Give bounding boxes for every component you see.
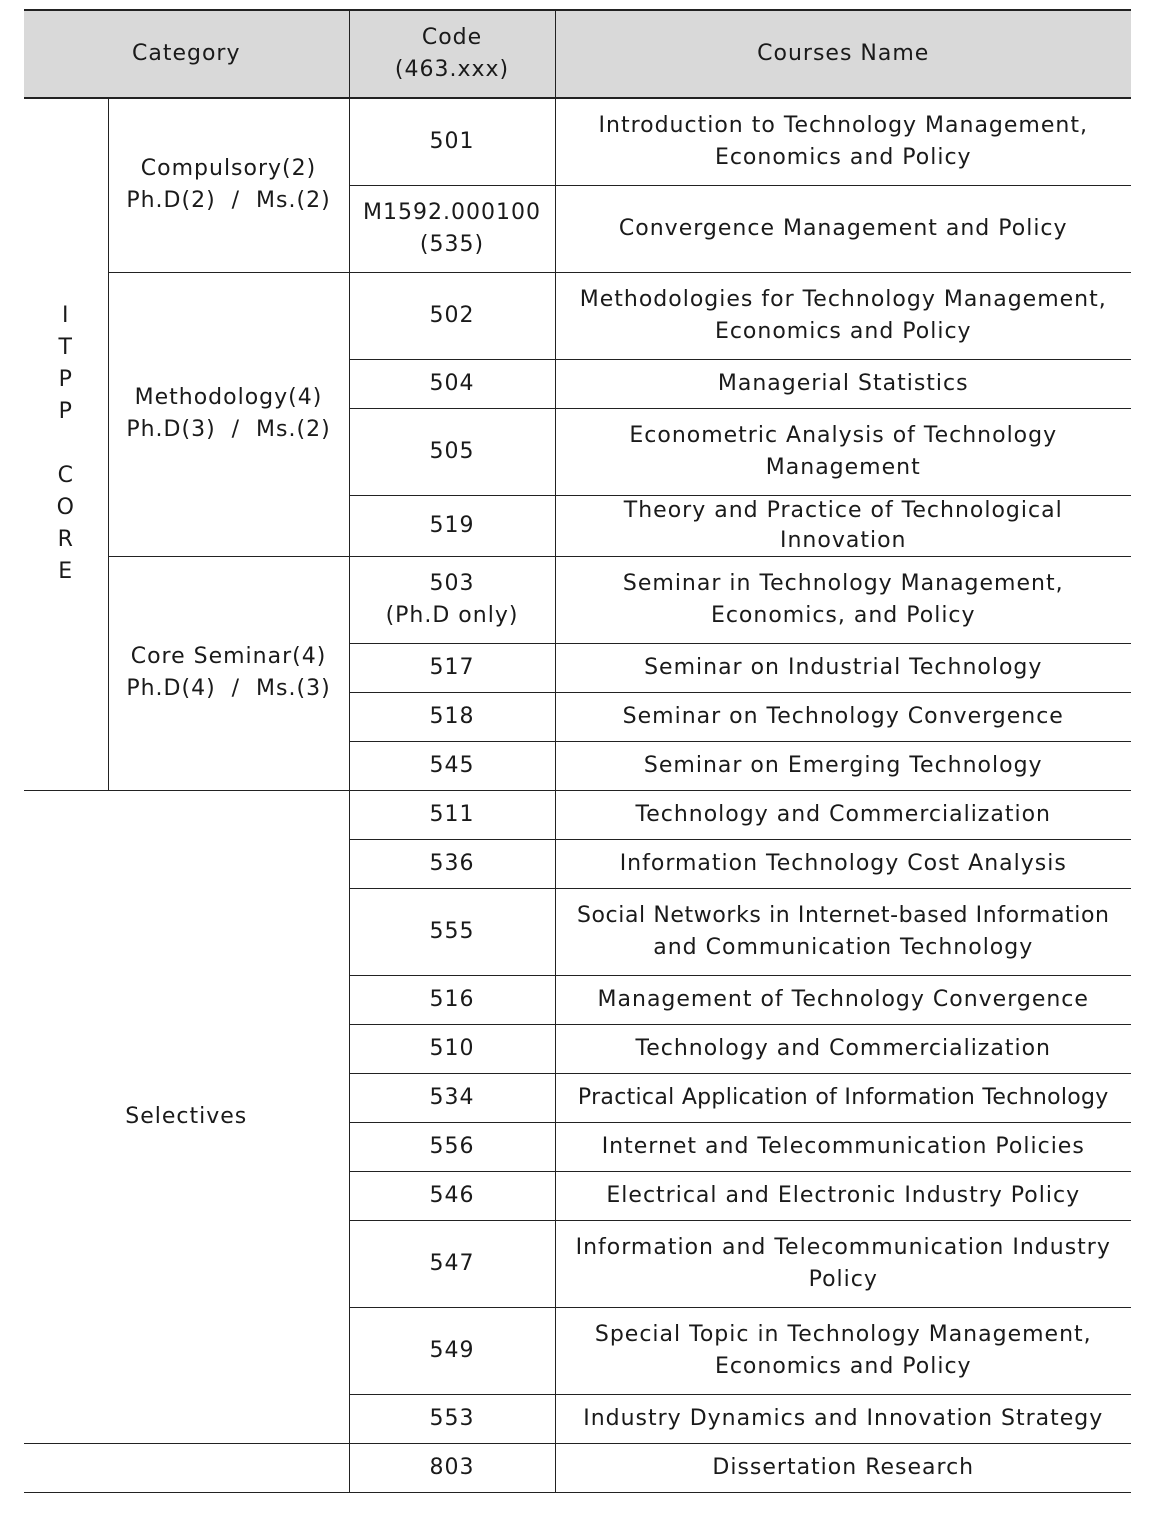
course-name: Dissertation Research [555,1443,1131,1492]
course-code: 546 [349,1171,555,1220]
table-row [24,1443,1131,1492]
course-code: 502 [349,272,555,359]
course-code: 534 [349,1073,555,1122]
course-name: Managerial Statistics [555,359,1131,408]
course-name: Seminar on Technology Convergence [555,692,1131,741]
itpp-core-label [24,98,108,790]
course-name-line2: and Communication Technology [653,934,1034,960]
table-row [24,556,1131,643]
course-code: 545 [349,741,555,790]
course-name: Electrical and Electronic Industry Policy [555,1171,1131,1220]
course-name-line1: Information and Telecommunication Industry [575,1234,1111,1260]
course-code: 510 [349,1024,555,1073]
course-code: 803 [349,1443,555,1492]
category-dissertation [24,1443,349,1492]
course-code: 553 [349,1394,555,1443]
course-code: 518 [349,692,555,741]
course-name: Practical Application of Information Technology [555,1073,1131,1122]
category-core-seminar-line2: Ph.D(4) / Ms.(3) [126,676,331,701]
course-name-line1: Introduction to Technology Management, [598,112,1088,138]
itpp-letter: P [58,367,73,393]
itpp-letter-gap [26,428,106,460]
course-name [555,495,1131,556]
course-code: 517 [349,643,555,692]
course-code: 504 [349,359,555,408]
course-code-line1: M1592.000100 [363,199,541,225]
course-name: Technology and Commercialization [555,1024,1131,1073]
category-methodology-line2: Ph.D(3) / Ms.(2) [126,417,331,442]
course-code: 516 [349,975,555,1024]
course-name [555,1220,1131,1307]
course-name-line1: Econometric Analysis of Technology [629,422,1058,448]
header-category: Category [24,10,349,98]
course-code-line1: 503 [429,570,475,596]
course-code: 511 [349,790,555,839]
course-name-line2: Management [765,454,921,480]
category-core-seminar [108,556,349,790]
course-name: Seminar on Emerging Technology [555,741,1131,790]
course-name-line2: Economics and Policy [714,144,972,170]
category-compulsory-line2: Ph.D(2) / Ms.(2) [126,188,331,214]
itpp-letter: C [57,463,74,489]
course-name-line1: Seminar in Technology Management, [622,570,1064,596]
itpp-letter: I [62,303,70,329]
course-name: Industry Dynamics and Innovation Strategy [555,1394,1131,1443]
course-name [555,556,1131,643]
course-name: Management of Technology Convergence [555,975,1131,1024]
course-code: 547 [349,1220,555,1307]
itpp-letter: E [58,559,74,585]
course-name-line1: Special Topic in Technology Management, [594,1321,1092,1347]
category-methodology-line1: Methodology(4) [134,385,323,410]
category-compulsory-line1: Compulsory(2) [140,156,317,182]
itpp-letter: T [58,335,73,361]
course-code: 519 [349,495,555,556]
course-code: 555 [349,888,555,975]
course-name [555,272,1131,359]
header-row [24,10,1131,98]
course-name-line2: Economics and Policy [714,318,972,344]
category-compulsory [108,98,349,272]
table-row [24,790,1131,839]
itpp-letter: P [58,399,73,425]
course-code [349,185,555,272]
course-name-line2: Economics and Policy [714,1353,972,1379]
course-name [555,98,1131,185]
category-selectives: Selectives [24,790,349,1443]
course-name-line2: Economics, and Policy [710,602,976,628]
itpp-letter: R [57,527,74,553]
course-name-line1: Social Networks in Internet-based Information [576,902,1110,928]
itpp-letter: O [56,495,75,521]
header-code-line2: (463.xxx) [394,57,510,82]
table-row [24,98,1131,185]
header-code-line1: Code [421,25,483,50]
course-code: 501 [349,98,555,185]
category-methodology [108,272,349,556]
header-courses-name: Courses Name [555,10,1131,98]
table-row [24,272,1131,359]
course-code: 556 [349,1122,555,1171]
course-name [555,408,1131,495]
course-name [555,888,1131,975]
course-name-line1: Methodologies for Technology Management, [579,286,1107,312]
course-name: Convergence Management and Policy [555,185,1131,272]
course-code: 505 [349,408,555,495]
course-name: Internet and Telecommunication Policies [555,1122,1131,1171]
course-code-line2: (535) [419,231,485,257]
course-table [24,9,1131,1493]
header-code [349,10,555,98]
course-name-line2: Innovation [780,527,907,553]
course-name-line1: Theory and Practice of Technological [623,497,1063,523]
course-name: Information Technology Cost Analysis [555,839,1131,888]
course-code: 549 [349,1307,555,1394]
course-code-line2: (Ph.D only) [385,602,519,628]
course-name: Technology and Commercialization [555,790,1131,839]
course-name-line2: Policy [808,1266,878,1292]
course-code [349,556,555,643]
category-core-seminar-line1: Core Seminar(4) [130,644,327,669]
course-name: Seminar on Industrial Technology [555,643,1131,692]
course-name [555,1307,1131,1394]
course-code: 536 [349,839,555,888]
